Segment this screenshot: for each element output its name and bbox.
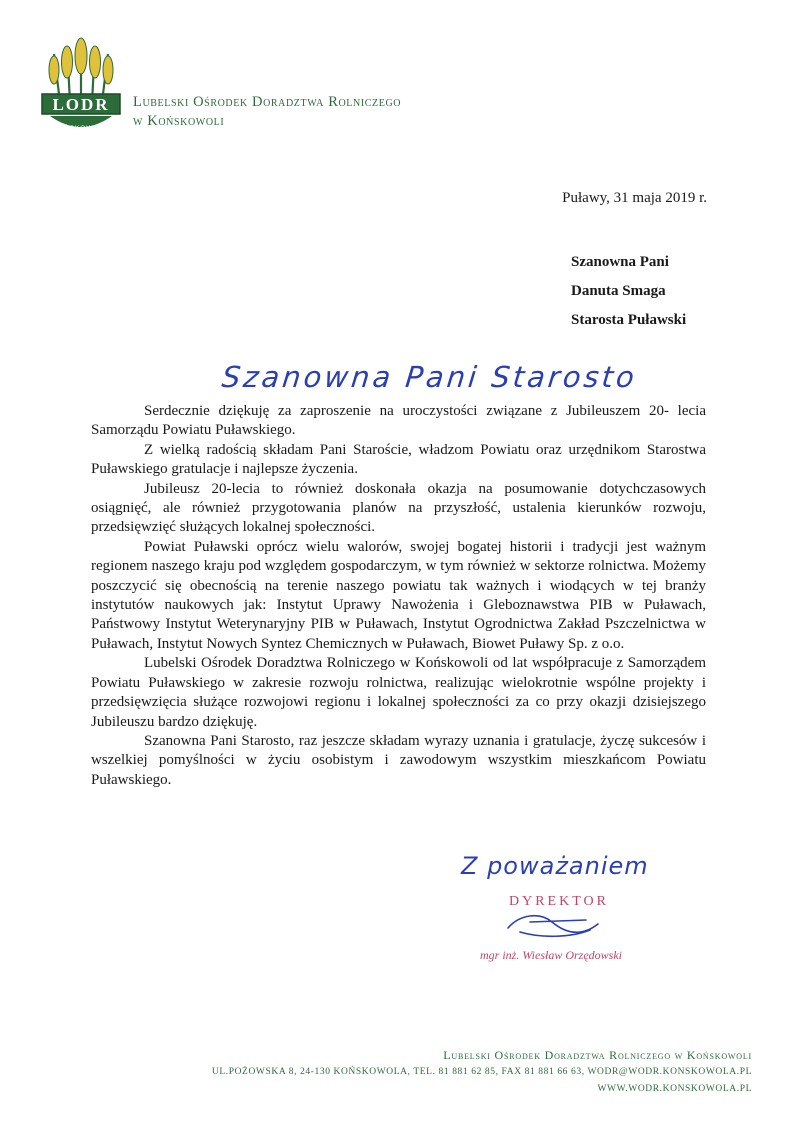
- logo-subtext: KOŃSKOWOLA: [52, 125, 110, 132]
- signature-scribble: [500, 908, 610, 942]
- handwritten-salutation: Szanowna Pani Starosto: [220, 360, 639, 394]
- body-paragraph: Serdecznie dziękuję za zaproszenie na uroczystości związane z Jubileuszem 20- lecia Samorządu Powiatu Puławskiego.: [91, 403, 706, 439]
- recipient-line: Danuta Smaga: [571, 283, 666, 299]
- lodr-logo: [40, 30, 122, 142]
- body-paragraph: Jubileusz 20-lecia to również doskonała okazja na posumowanie dotychczasowych osiągnięć, ale również przygotowania planów na przyszłość, ustalenia kierunków rozwoju, przedsięwzięć służących lokalnej społeczności.: [91, 480, 706, 536]
- body-paragraph: Z wielką radością składam Pani Staroście, władzom Powiatu oraz urzędnikom Starostwa Puławskiego gratulacje i najlepsze życzenia.: [91, 441, 706, 478]
- recipient-line: Szanowna Pani: [571, 254, 669, 270]
- body-paragraph: Powiat Puławski oprócz wielu walorów, swojej bogatej historii i tradycji jest ważnym regionem naszego kraju pod względem gospodarczym, w tym również w sektorze rolnictwa. Możemy poszczycić się obecnością na terenie naszego powiatu tak ważnych i wiodących w tej branży instytutów naukowych jak: Instytut Uprawy Nawożenia i Gleboznawstwa PIB w Puławach, Państwowy Instytut Weterynaryjny PIB w Puławach, Instytut Ogrodnictwa Zakład Pszczelnictwa w Puławach, Instytut Nowych Syntez Chemicznych w Puławach, Biowet Puławy Sp. z o.o.: [91, 538, 706, 652]
- stamp-title: DYREKTOR: [509, 894, 609, 909]
- wheat-icon: [49, 38, 113, 102]
- body-paragraph: Lubelski Ośrodek Doradztwa Rolniczego w Końskowoli od lat współpracuje z Samorządem Powiatu Puławskiego w zakresie rozwoju rolnictwa, realizując wielokrotnie wspólne projekty i przedsięwzięcia służące rozwojowi regionu i lokalnej społeczności za co przy okazji dzisiejszego Jubileuszu bardzo dziękuję.: [91, 655, 706, 730]
- letterhead-footer: [212, 1046, 752, 1098]
- recipient-block: [571, 254, 686, 341]
- recipient-line: Starosta Puławski: [571, 312, 687, 328]
- logo-text: LODR: [52, 95, 110, 114]
- organization-name: [133, 93, 401, 131]
- letter-date: Puławy, 31 maja 2019 r.: [562, 190, 707, 206]
- letter-body: [91, 402, 706, 790]
- handwritten-closing: Z poważaniem: [461, 852, 649, 880]
- footer-address: UL.POŻOWSKA 8, 24-130 KOŃSKOWOLA, TEL. 81 881 62 85, FAX 81 881 66 63, WODR@WODR.KONSKOWOLA.PL: [211, 1067, 752, 1077]
- footer-org: Lubelski Ośrodek Doradztwa Rolniczego w Końskowoli: [443, 1048, 752, 1062]
- signatory-name: mgr inż. Wiesław Orzędowski: [480, 948, 623, 962]
- org-name-line1: Lubelski Ośrodek Doradztwa Rolniczego: [133, 94, 402, 110]
- org-name-line2: w Końskowoli: [133, 113, 225, 129]
- body-paragraph: Szanowna Pani Starosto, raz jeszcze składam wyrazy uznania i gratulacje, życzę sukcesów i wszelkiej pomyślności w życiu osobistym i zawodowym wszystkim mieszkańcom Powiatu Puławskiego.: [91, 732, 706, 788]
- footer-website: WWW.WODR.KONSKOWOLA.PL: [597, 1084, 752, 1094]
